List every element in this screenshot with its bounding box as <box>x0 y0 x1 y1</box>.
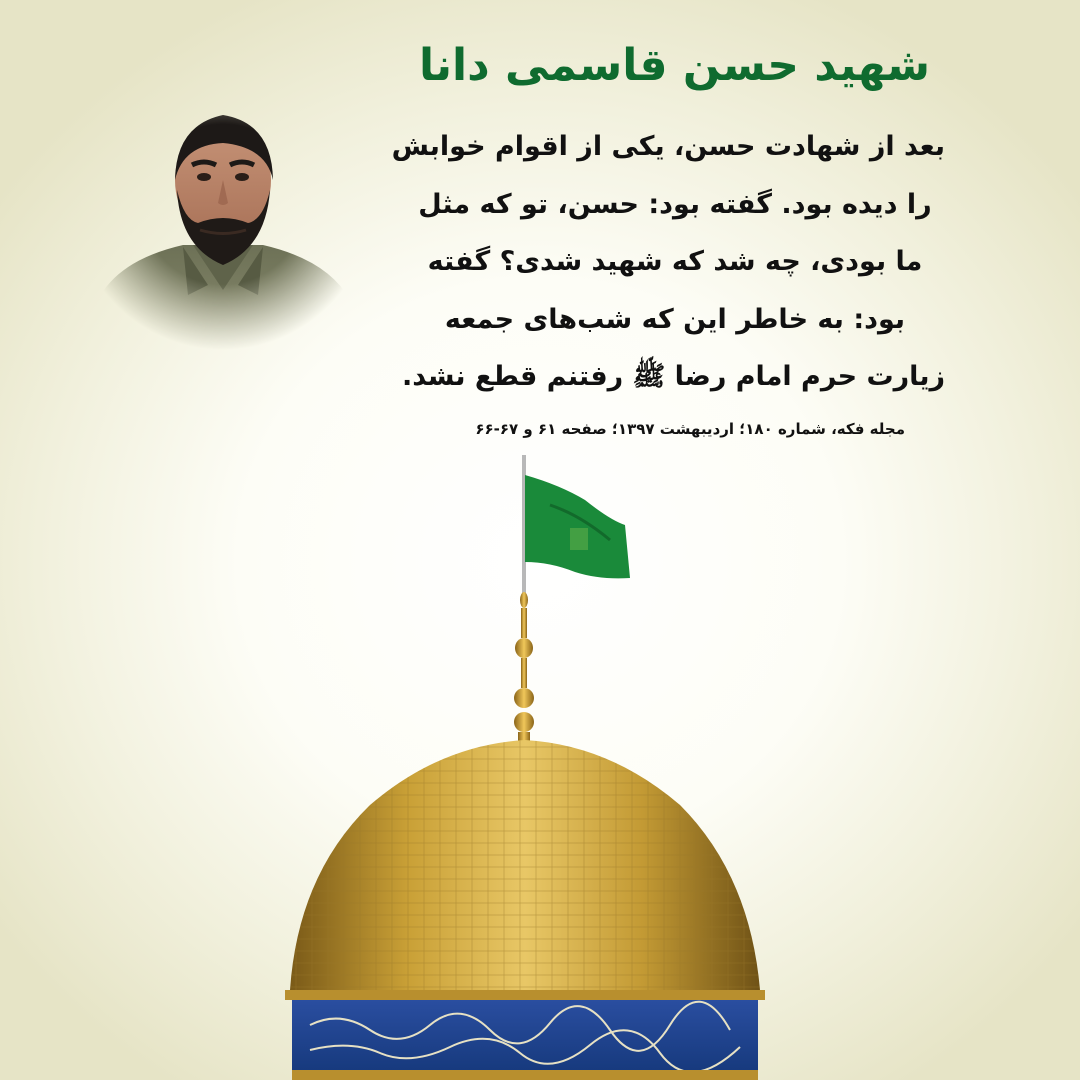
quote-text <box>391 118 945 406</box>
quote-line: بود: به خاطر این که شب‌های جمعه <box>444 303 906 335</box>
page-title: شهید حسن قاسمی دانا <box>418 40 930 91</box>
quote-line: بعد از شهادت حسن، یکی از اقوام خوابش <box>391 131 945 162</box>
quote-line: را دیده بود. گفته بود: حسن، تو که مثل <box>418 188 932 220</box>
portrait-image <box>88 85 358 350</box>
quote-line: زیارت حرم امام رضا ﷺ رفتنم قطع نشد. <box>402 361 945 392</box>
dome-illustration <box>280 735 770 1080</box>
flag-icon <box>500 450 650 750</box>
source-citation: مجله فکه، شماره ۱۸۰؛ اردیبهشت ۱۳۹۷؛ صفحه ۶۱ و ۶۷-۶۶ <box>475 420 905 438</box>
quote-line: ما بودی، چه شد که شهید شدی؟ گفته <box>427 246 923 277</box>
